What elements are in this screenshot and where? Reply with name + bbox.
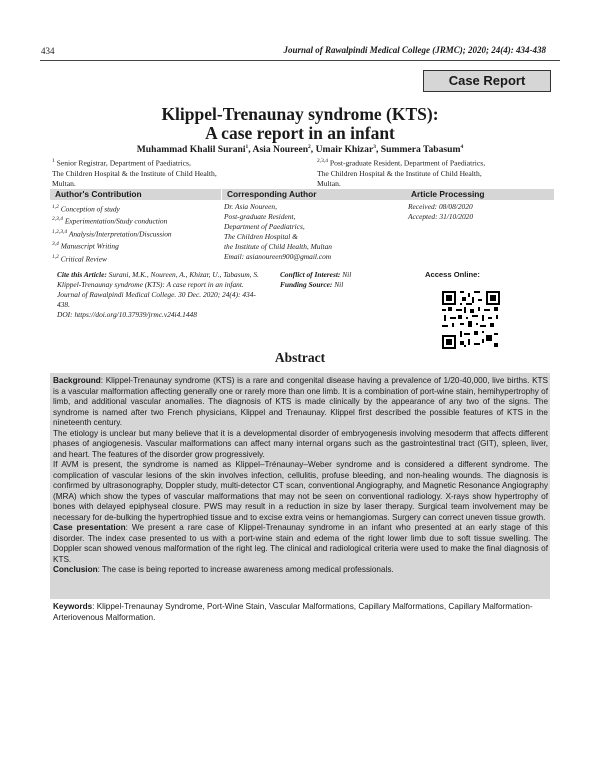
keywords: [53, 601, 548, 623]
author-list: [40, 144, 560, 155]
contribution-sup: 3,4: [52, 241, 59, 248]
affiliation-line: Multan.: [317, 178, 341, 188]
contribution-text: Manuscript Writing: [58, 241, 119, 251]
cite-this-article: [57, 270, 267, 320]
corresponding-line: The Children Hospital &: [224, 232, 298, 241]
received-date: Received: 08/08/2020: [408, 202, 473, 211]
affiliation-line: The Children Hospital & the Institute of Child Health,: [317, 168, 482, 178]
cite-text: Surani, M.K., Noureen, A., Khizar, U., Tabasum, S. Klippel-Trenaunay syndrome (KTS): A case report in an infant. Journal of Rawalpindi Medical College. 30 Dec. 2020; 24(4): 434-438.: [57, 270, 259, 309]
contribution-text: Conception of study: [58, 204, 120, 214]
corresponding-email[interactable]: Email: asianoureen900@gmail.com: [224, 252, 332, 261]
affiliation-line: Senior Registrar, Department of Paediatrics,: [54, 158, 191, 168]
doi-link[interactable]: DOI: https://doi.org/10.37939/jrmc.v24i4.1448: [57, 310, 197, 319]
abstract-case-paragraph: [53, 523, 548, 565]
case-text: : We present a rare case of Klippel-Trenaunay syndrome in an infant who presented at an early stage of this disorder. The index case presented to us with a port-wine stain and edema of the right lower limb due to soft tissue swelling. The Doppler scan showed venous malformation of the right leg. The clinical and radiological criteria were used to make the final diagnosis of KTS.: [53, 523, 549, 564]
corresponding-line: Dr. Asia Noureen,: [224, 202, 277, 211]
author-name: , Umair Khizar: [310, 144, 374, 156]
processing-heading: Article Processing: [406, 189, 554, 200]
affiliation-sup: 1: [52, 158, 55, 164]
affiliation-line: Multan.: [52, 178, 76, 188]
contribution-item: [52, 227, 218, 239]
article-title-line2: A case report in an infant: [205, 123, 395, 143]
abstract-conclusion-paragraph: [53, 565, 548, 576]
funding-value: Nil: [332, 280, 344, 289]
conflict-value: Nil: [340, 270, 352, 279]
corresponding-author-details: [224, 202, 401, 262]
author-sup: 1: [245, 144, 249, 150]
contribution-text: Analysis/Interpretation/Discussion: [67, 229, 172, 239]
corresponding-line: Post-graduate Resident,: [224, 212, 296, 221]
qr-code-icon[interactable]: [442, 291, 500, 349]
contribution-item: [52, 214, 218, 226]
access-online-label: Access Online:: [425, 270, 480, 279]
corresponding-line: the Institute of Child Health, Multan: [224, 242, 332, 251]
contribution-sup: 1,2,3,4: [52, 228, 68, 235]
background-label: Background: [53, 376, 101, 385]
processing-dates: [408, 202, 550, 222]
affiliation-left: [52, 156, 292, 189]
contribution-sup: 1,2: [52, 253, 59, 260]
author-sup: 4: [460, 144, 464, 150]
corresponding-heading: Corresponding Author: [222, 189, 406, 200]
contribution-item: [52, 239, 218, 251]
affiliation-sup: 2,3,4: [317, 158, 328, 164]
background-text: : Klippel-Trenaunay syndrome (KTS) is a rare and congenital disease having a prevalence of 1/20-40,000, live births. KTS is a vascular malformation affecting generally one or rarely more than one limb. It is a combination of port-wine stain, hemihypertrophy of limb, and additional vascular anomalies. The diagnosis of KTS is made clinically by the appearance of any two of the signs. The syndrome is named after two French physicians, Klippel and Trenaunay. Klippel first described the possible features of KTS in the nineteenth century.: [53, 376, 548, 427]
conclusion-text: : The case is being reported to increase awareness among medical professionals.: [97, 565, 394, 574]
header-rule: [40, 60, 560, 61]
author-name: Muhammad Khalil Surani: [136, 144, 246, 156]
corresponding-line: Department of Paediatrics,: [224, 222, 305, 231]
cite-label: Cite this Article:: [57, 270, 107, 279]
contribution-text: Critical Review: [58, 254, 107, 264]
affiliation-line: Post-graduate Resident, Department of Paediatrics,: [328, 158, 486, 168]
contribution-heading: Author's Contribution: [50, 189, 221, 200]
contribution-list: [52, 202, 218, 264]
conflict-funding: [280, 270, 390, 290]
abstract-etiology-paragraph: The etiology is unclear but many believe that it is a developmental disorder of embryogenesis involving mesoderm that affects different phases of angiogenesis. Vascular malformations can affect many internal organs such as the gastrointestinal tract (GIT), spleen, liver, and heart. The features of the disorder grow progressively.: [53, 428, 548, 459]
conflict-label: Conflict of Interest:: [280, 270, 341, 279]
funding-label: Funding Source:: [280, 280, 333, 289]
contribution-sup: 1,2: [52, 204, 59, 210]
contribution-item: [52, 252, 218, 264]
accepted-date: Accepted: 31/10/2020: [408, 212, 474, 221]
contribution-sup: 2,3,4: [52, 216, 63, 223]
keywords-label: Keywords: [53, 602, 93, 611]
case-label: Case presentation: [53, 523, 126, 532]
affiliation-right: [317, 156, 557, 189]
article-type-badge: Case Report: [423, 70, 551, 92]
contribution-text: Experimentation/Study conduction: [63, 216, 168, 226]
article-title-line1: Klippel-Trenaunay syndrome (KTS):: [161, 104, 439, 124]
journal-citation-header: Journal of Rawalpindi Medical College (JRMC); 2020; 24(4): 434-438: [283, 45, 546, 55]
abstract-avm-paragraph: If AVM is present, the syndrome is named as Klippel–Trénaunay–Weber syndrome and is considered a different syndrome. The complication of vascular lesions of the skin involves infection, cellulitis, profuse bleeding, and non-healing wounds. The diagnosis is confirmed by ultrasonography, Doppler study, multi-detector CT scan, conventional Angiography, and Magnetic Resonance Angiography (MRA) which show the types of vascular malformations that may not be seen on conventional radiology. X-rays show hypertrophy of bones with delayed epiphyseal closure. PWS may result in a reduction in size by laser therapy. Surgical team involvement may be necessary for de-bulking the hypertrophied tissue and to excise extra veins or hemangiomas. Surgery can correct uneven tissue growth.: [53, 460, 548, 522]
author-name: , Asia Noureen: [248, 144, 309, 156]
conclusion-label: Conclusion: [53, 565, 98, 574]
abstract-background-paragraph: [53, 376, 548, 429]
author-sup: 2: [308, 144, 311, 150]
page-number: 434: [41, 46, 55, 56]
affiliation-line: The Children Hospital & the Institute of Child Health,: [52, 168, 217, 178]
author-sup: 3: [373, 144, 376, 150]
author-name: , Summera Tabasum: [376, 144, 461, 156]
abstract-heading: Abstract: [274, 350, 326, 365]
keywords-text: : Klippel-Trenaunay Syndrome, Port-Wine Stain, Vascular Malformations, Capillary Malformations, Capillary Malformation-Arteriovenous Malformation.: [53, 602, 533, 622]
abstract-body: [53, 376, 548, 576]
contribution-item: [52, 202, 218, 214]
